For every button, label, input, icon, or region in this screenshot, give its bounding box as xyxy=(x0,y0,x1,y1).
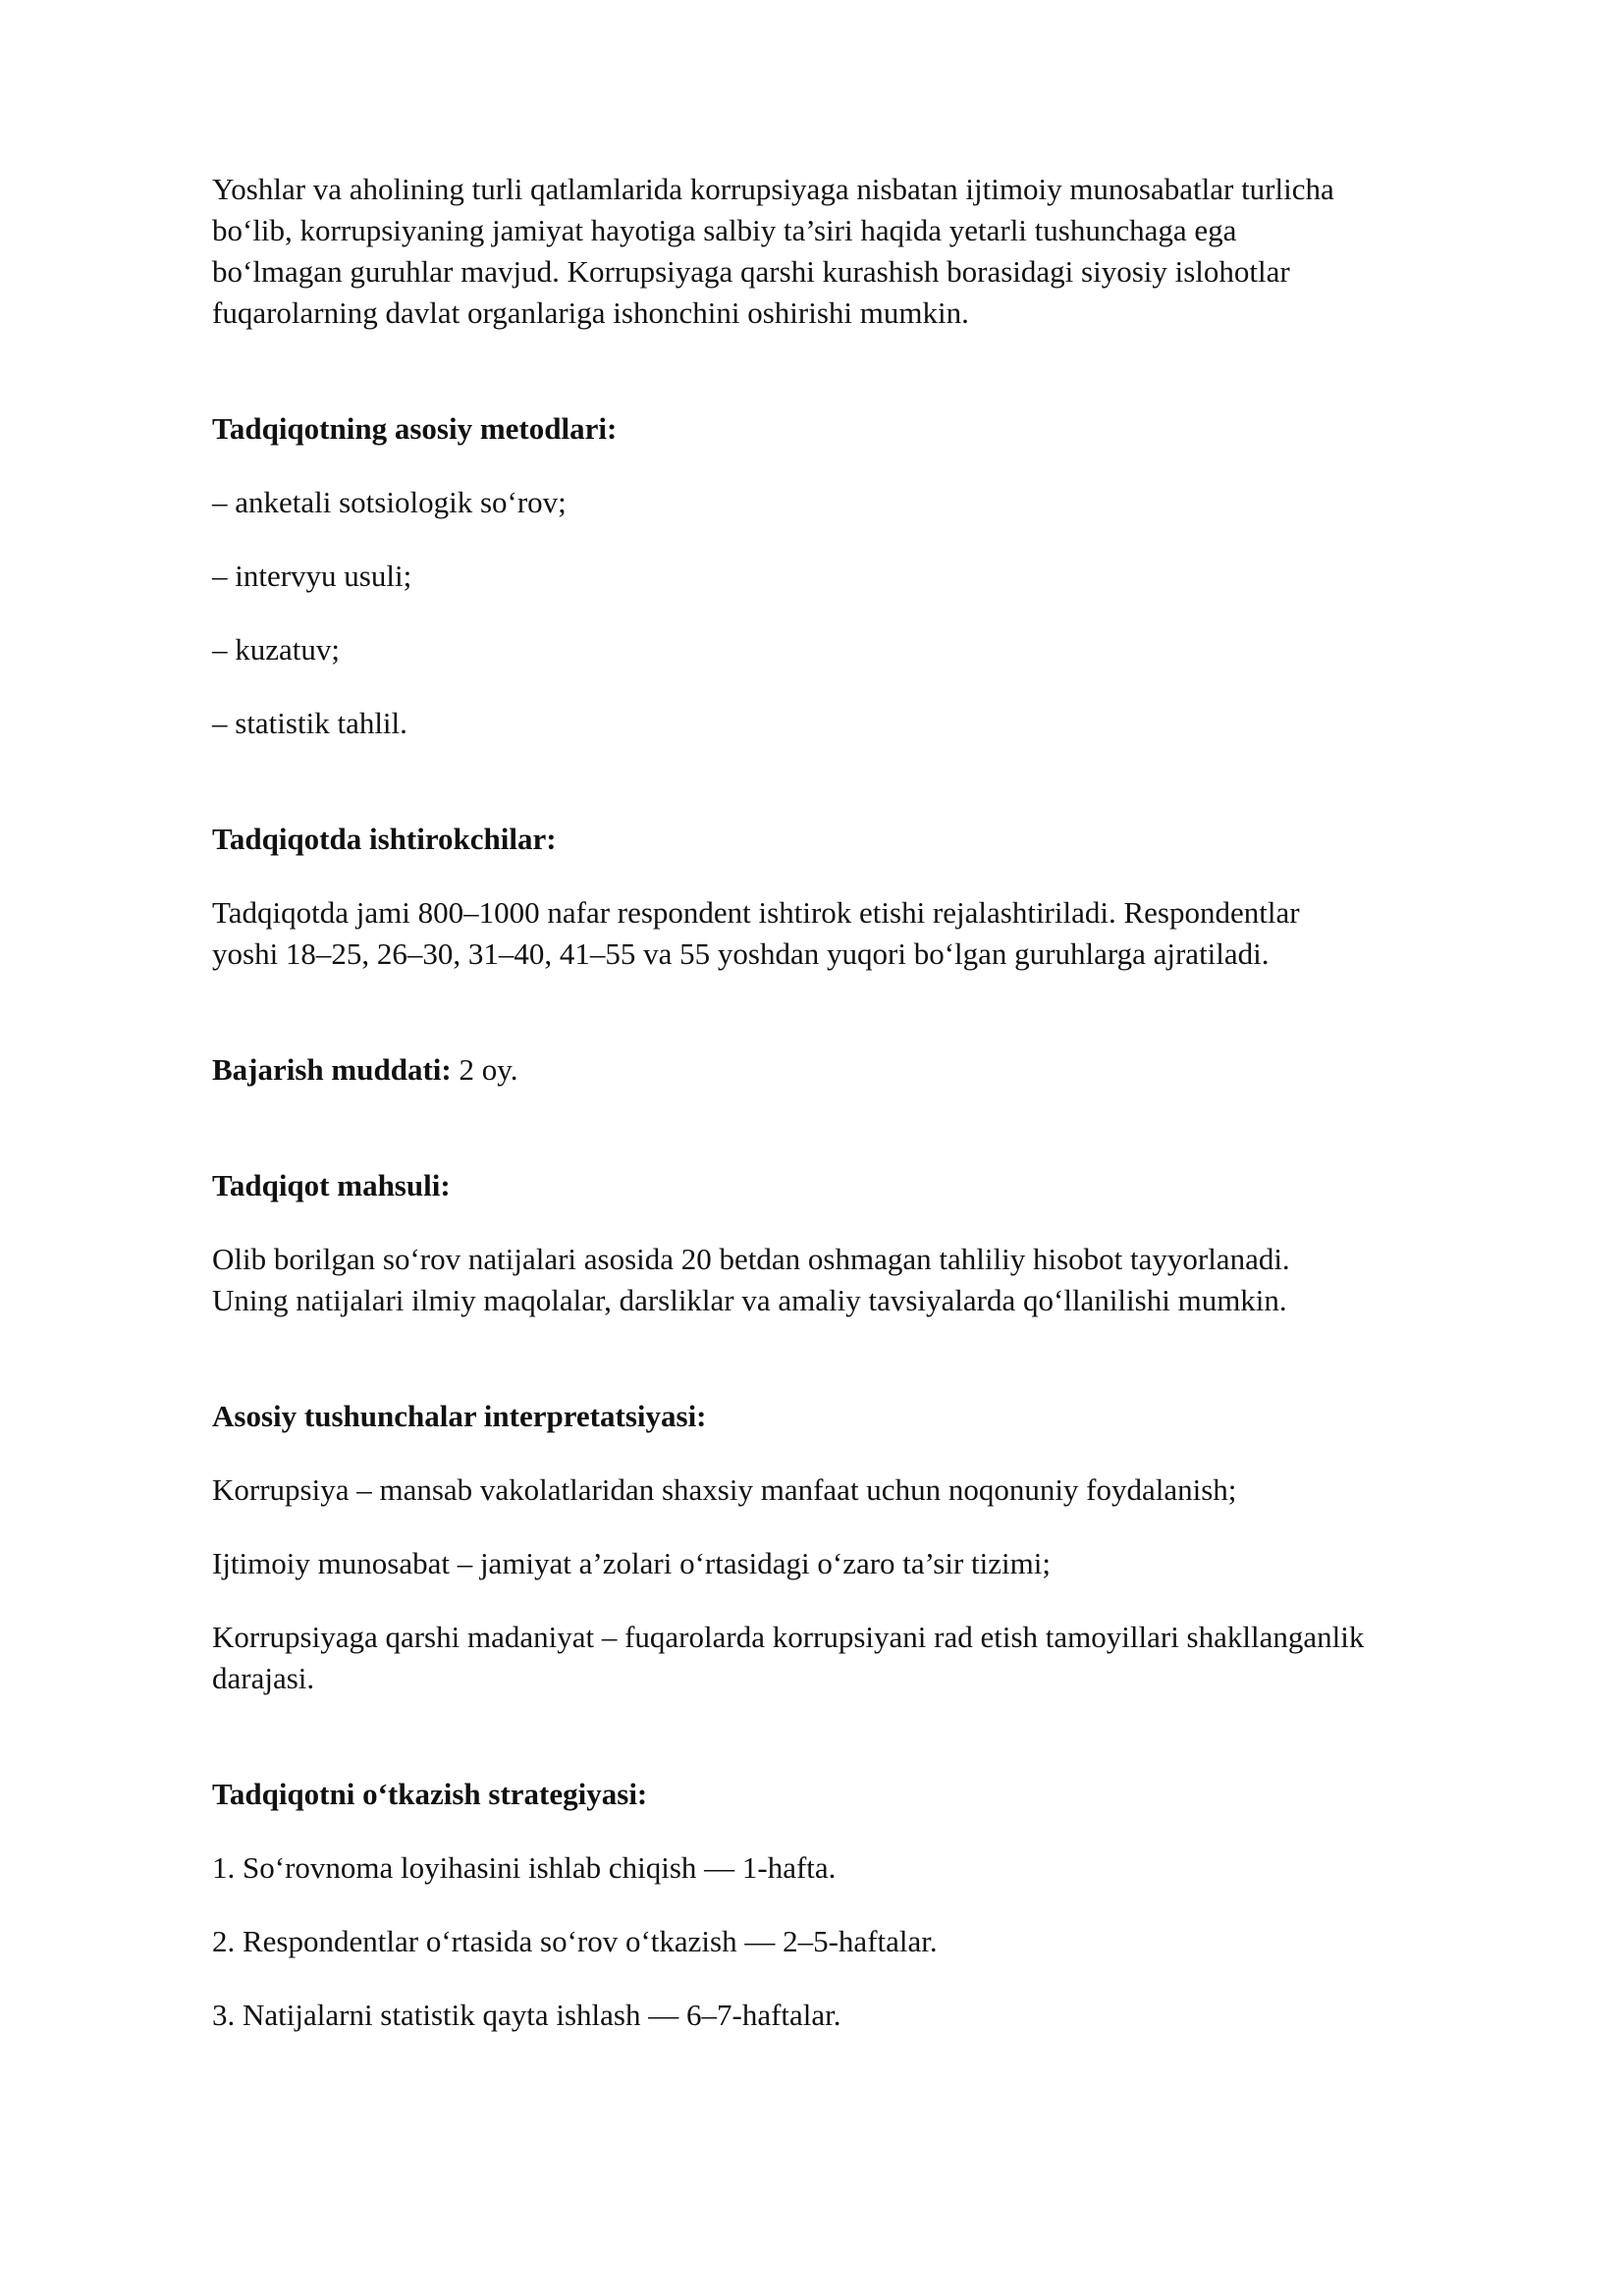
methods-item: – anketali sotsiologik so‘rov; xyxy=(212,485,567,519)
methods-item: – statistik tahlil. xyxy=(212,706,407,740)
strategy-item: 1. So‘rovnoma loyihasini ishlab chiqish — 1-hafta. xyxy=(212,1850,837,1885)
product-section xyxy=(212,1165,1469,1321)
concepts-section xyxy=(212,1396,1469,1699)
product-paragraph xyxy=(212,1239,1469,1321)
intro-line: bo‘lmagan guruhlar mavjud. Korrupsiyaga qarshi kurashish borasidagi siyosiy islohotlar xyxy=(212,254,1290,289)
product-line: Uning natijalari ilmiy maqolalar, darsliklar va amaliy tavsiyalarda qo‘llanilishi mumkin. xyxy=(212,1283,1287,1317)
intro-line: Yoshlar va aholining turli qatlamlarida korrupsiyaga nisbatan ijtimoiy munosabatlar turlicha xyxy=(212,172,1334,206)
concept-item: Ijtimoiy munosabat – jamiyat a’zolari o‘rtasidagi o‘zaro ta’sir tizimi; xyxy=(212,1546,1051,1580)
participants-line: yoshi 18–25, 26–30, 31–40, 41–55 va 55 yoshdan yuqori bo‘lgan guruhlarga ajratiladi. xyxy=(212,936,1270,971)
participants-paragraph xyxy=(212,892,1469,975)
product-line: Olib borilgan so‘rov natijalari asosida 20 betdan oshmagan tahliliy hisobot tayyorlanadi. xyxy=(212,1242,1290,1276)
concept-item: Korrupsiya – mansab vakolatlaridan shaxsiy manfaat uchun noqonuniy foydalanish; xyxy=(212,1472,1237,1507)
document-page xyxy=(212,169,1469,2036)
methods-item: – intervyu usuli; xyxy=(212,559,412,593)
intro-paragraph xyxy=(212,169,1469,334)
duration-section xyxy=(212,1049,1469,1091)
duration-line xyxy=(212,1049,1469,1091)
concept-line: darajasi. xyxy=(212,1661,315,1695)
participants-heading: Tadqiqotda ishtirokchilar: xyxy=(212,822,557,856)
participants-section xyxy=(212,819,1469,975)
concept-line: Korrupsiyaga qarshi madaniyat – fuqarolarda korrupsiyani rad etish tamoyillari shakllanganlik xyxy=(212,1620,1365,1654)
strategy-item: 2. Respondentlar o‘rtasida so‘rov o‘tkazish — 2–5-haftalar. xyxy=(212,1924,938,1958)
concept-item xyxy=(212,1617,1469,1699)
duration-value: 2 oy. xyxy=(451,1052,518,1087)
methods-item: – kuzatuv; xyxy=(212,632,340,667)
strategy-item: 3. Natijalarni statistik qayta ishlash — 6–7-haftalar. xyxy=(212,1998,841,2032)
strategy-heading: Tadqiqotni o‘tkazish strategiyasi: xyxy=(212,1777,648,1811)
methods-heading: Tadqiqotning asosiy metodlari: xyxy=(212,411,618,446)
participants-line: Tadqiqotda jami 800–1000 nafar respondent ishtirok etishi rejalashtiriladi. Respondentlar xyxy=(212,895,1300,930)
product-heading: Tadqiqot mahsuli: xyxy=(212,1168,451,1202)
intro-line: fuqarolarning davlat organlariga ishonchini oshirishi mumkin. xyxy=(212,295,969,330)
strategy-section xyxy=(212,1774,1469,2036)
intro-line: bo‘lib, korrupsiyaning jamiyat hayotiga salbiy ta’siri haqida yetarli tushunchaga ega xyxy=(212,213,1237,247)
methods-section xyxy=(212,408,1469,744)
duration-label: Bajarish muddati: xyxy=(212,1052,452,1087)
concepts-heading: Asosiy tushunchalar interpretatsiyasi: xyxy=(212,1399,707,1433)
